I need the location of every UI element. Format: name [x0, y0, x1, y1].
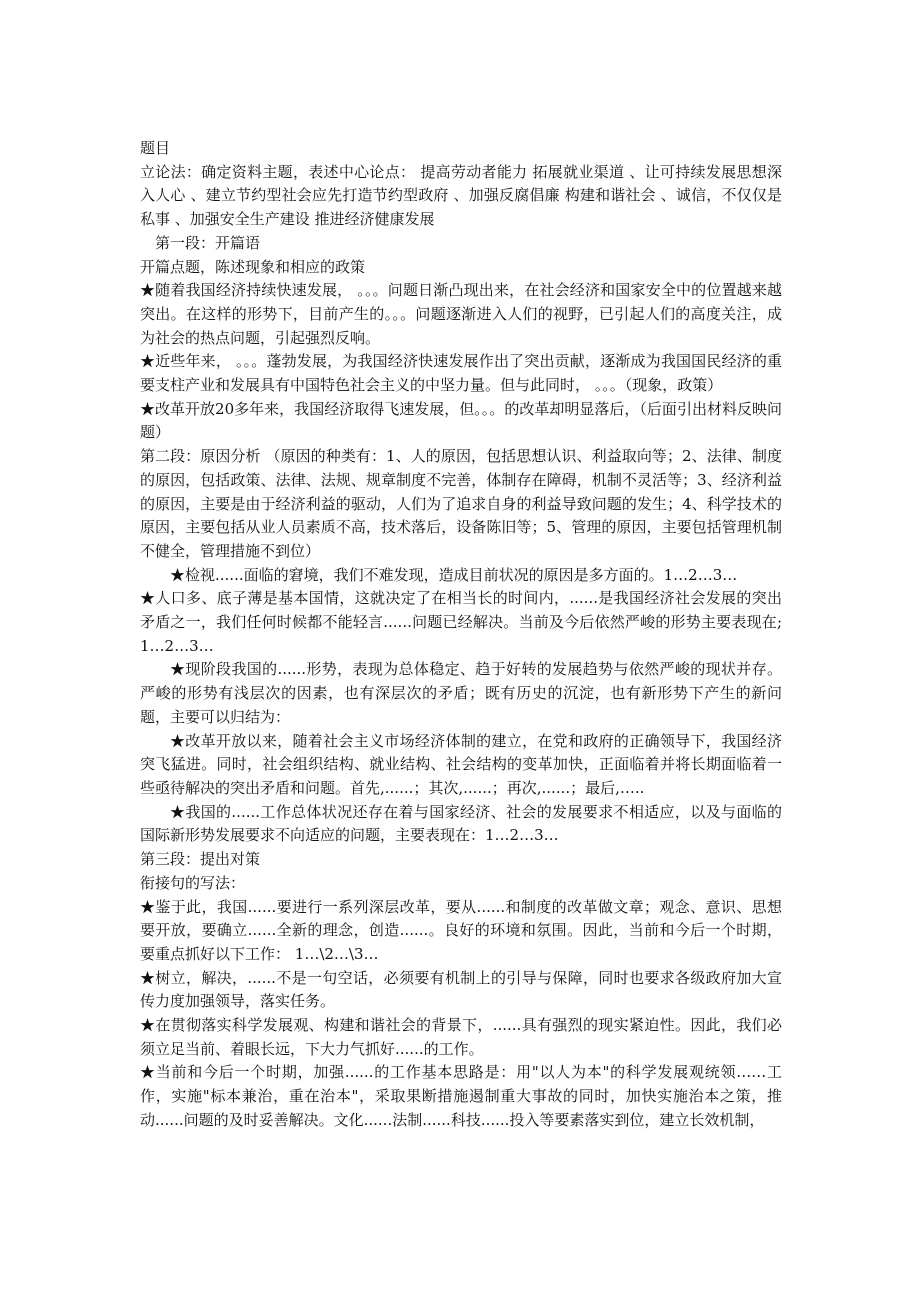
paragraph: 衔接句的写法：: [140, 873, 246, 892]
paragraph: ★改革开放以来，随着社会主义市场经济体制的建立，在党和政府的正确领导下，我国经济突飞猛进。同时，社会组织结构、就业结构、社会结构的变革加快，正面临着并将长期面临着一些亟待解决的突出矛盾和问题。首先,......；其次,......；再次,......；最后,…..: [140, 731, 782, 797]
paragraph: ★我国的......工作总体状况还存在着与国家经济、社会的发展要求不相适应，以及与面临的国际新形势发展要求不向适应的问题，主要表现在：1…2…3…: [140, 802, 782, 845]
paragraph: ★树立，解决，......不是一句空话，必须要有机制上的引导与保障，同时也要求各级政府加大宣传力度加强领导，落实任务。: [140, 968, 782, 1011]
paragraph: ★检视......面临的窘境，我们不难发现，造成目前状况的原因是多方面的。1…2…3…: [170, 565, 738, 584]
paragraph: ★当前和今后一个时期，加强......的工作基本思路是：用"以人为本"的科学发展观统领……工作，实施"标本兼治，重在治本"，采取果断措施遏制重大事故的同时，加快实施治本之策，推动......问题的及时妥善解决。文化......法制......科技......投入等要素落实到位，建立长效机制，: [140, 1063, 782, 1129]
paragraph: ★改革开放20多年来，我国经济取得飞速发展，但。。。的改革却明显落后，（后面引出材料反映问题）: [140, 399, 782, 442]
section-heading: 第三段：提出对策: [140, 850, 261, 869]
paragraph: ★现阶段我国的......形势，表现为总体稳定、趋于好转的发展趋势与依然严峻的现状并存。严峻的形势有浅层次的因素，也有深层次的矛盾；既有历史的沉淀，也有新形势下产生的新问题，主要可以归结为：: [140, 660, 782, 726]
paragraph: 立论法：确定资料主题，表述中心论点： 提高劳动者能力 拓展就业渠道 、让可持续发展思想深入人心 、建立节约型社会应先打造节约型政府 、加强反腐倡廉 构建和谐社会 、诚信，不仅仅是私事 、加强安全生产建设 推进经济健康发展: [140, 162, 782, 229]
paragraph: ★在贯彻落实科学发展观、构建和谐社会的背景下，......具有强烈的现实紧迫性。因此，我们必须立足当前、着眼长远，下大力气抓好......的工作。: [140, 1016, 782, 1058]
paragraph: ★鉴于此，我国......要进行一系列深层改革，要从......和制度的改革做文章；观念、意识、思想要开放，要确立......全新的理念，创造......。良好的环境和氛围。因此，当前和今后一个时期，要重点抓好以下工作： 1…\2…\3…: [140, 897, 782, 963]
section-heading: 第一段：开篇语: [155, 233, 261, 252]
paragraph: ★近些年来， 。。。蓬勃发展，为我国经济快速发展作出了突出贡献，逐渐成为我国国民经济的重要支柱产业和发展具有中国特色社会主义的中坚力量。但与此同时， 。。。（现象，政策）: [140, 352, 782, 395]
paragraph: 开篇点题，陈述现象和相应的政策: [140, 257, 366, 276]
paragraph: ★随着我国经济持续快速发展， 。。。问题日渐凸现出来，在社会经济和国家安全中的位置越来越突出。在这样的形势下，目前产生的。。。问题逐渐进入人们的视野，已引起人们的高度关注，成为社会的热点问题，引起强烈反响。: [140, 281, 782, 347]
document-body: [140, 137, 782, 1133]
section-heading: 第二段：原因分析 （原因的种类有：1、人的原因，包括思想认识、利益取向等；2、法律、制度的原因，包括政策、法律、法规、规章制度不完善，体制存在障碍，机制不灵活等；3、经济利益的原因，主要是由于经济利益的驱动，人们为了追求自身的利益导致问题的发生；4、科学技术的原因，主要包括从业人员素质不高，技术落后，设备陈旧等；5、管理的原因，主要包括管理机制不健全，管理措施不到位）: [140, 447, 782, 560]
doc-title: 题目: [140, 139, 171, 157]
paragraph: ★人口多、底子薄是基本国情，这就决定了在相当长的时间内，......是我国经济社会发展的突出矛盾之一，我们任何时候都不能轻言......问题已经解决。当前及今后依然严峻的形势主要表现在;1…2…3…: [140, 589, 782, 655]
